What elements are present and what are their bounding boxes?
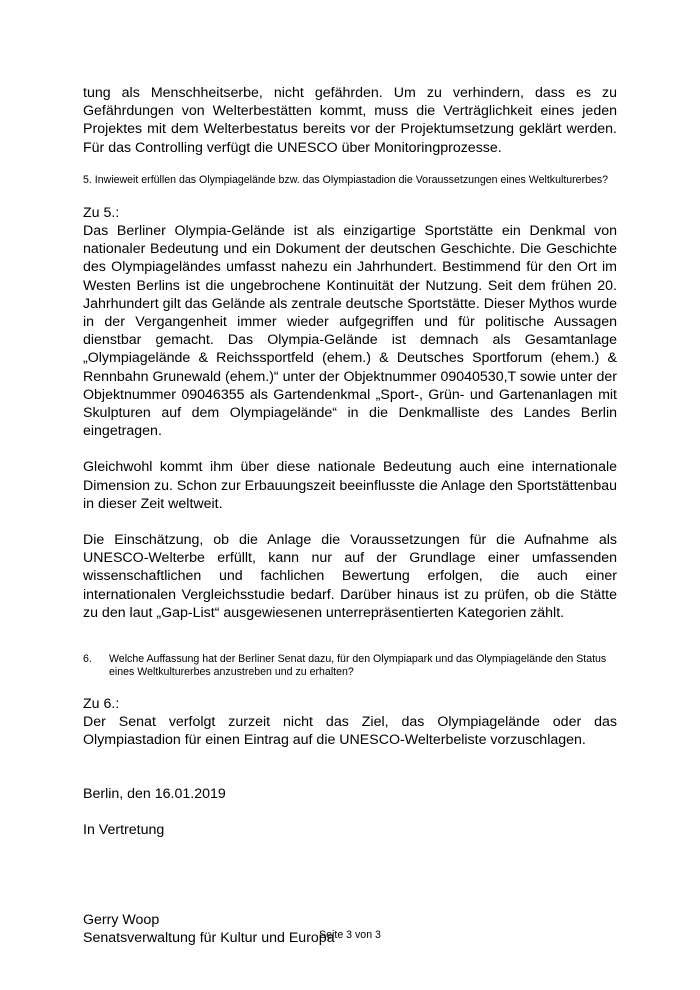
- document-page: [83, 84, 617, 948]
- page-footer: [0, 929, 700, 941]
- continuation-paragraph: tung als Menschheitserbe, nicht gefährden. Um zu verhindern, dass es zu Gefährdungen von Welterbestätten kommt, muss die Verträglichkeit eines jeden Projektes mit dem Welterbestatus bereits vor der Projektumsetzung geklärt werden. Für das Controlling verfügt die UNESCO über Monitoringprozesse.: [83, 85, 617, 156]
- answer-5-paragraph-3: Die Einschätzung, ob die Anlage die Voraussetzungen für die Aufnahme als UNESCO-Welterbe erfüllt, kann nur auf der Grundlage einer umfassenden wissenschaftlichen und fachlichen Bewertung erfolgen, die auch einer internationalen Vergleichsstudie bedarf. Darüber hinaus ist zu prüfen, ob die Stätte zu den laut „Gap-List“ ausgewiesenen unterrepräsentierten Kategorien zählt.: [83, 532, 617, 621]
- answer-5-paragraph-2: Gleichwohl kommt ihm über diese nationale Bedeutung auch eine internationale Dimension zu. Schon zur Erbauungszeit beeinflusste die Anlage den Sportstättenbau in dieser Zeit weltweit.: [83, 459, 617, 512]
- answer-5-paragraph-1: Das Berliner Olympia-Gelände ist als einzigartige Sportstätte ein Denkmal von nationaler Bedeutung und ein Dokument der deutschen Geschichte. Die Geschichte des Olympiageländes umfasst nahezu ein Jahrhundert. Bestimmend für den Ort im Westen Berlins ist die ungebrochene Kontinuität der Nutzung. Seit dem frühen 20. Jahrhundert gilt das Gelände als zentrale deutsche Sportstätte. Dieser Mythos wurde in der Vergangenheit immer wieder aufgegriffen und für politische Aussagen dienstbar gemacht. Das Olympia-Gelände ist demnach als Gesamtanlage „Olympiagelände & Reichssportfeld (ehem.) & Deutsches Sportforum (ehem.) & Rennbahn Grunewald (ehem.)“ unter der Objektnummer 09040530,T sowie unter der Objektnummer 09046355 als Gartendenkmal „Sport-, Grün- und Gartenanlagen mit Skulpturen auf dem Olympiagelände“ in die Denkmalliste des Landes Berlin eingetragen.: [83, 223, 617, 440]
- question-6-text: Welche Auffassung hat der Berliner Senat dazu, für den Olympiapark und das Olympiagelände den Status eines Weltkulturerbes anzustreben und zu erhalten?: [109, 653, 607, 679]
- page-number: Seite 3 von 3: [319, 929, 381, 941]
- question-6-number: 6.: [83, 653, 92, 666]
- question-6: [83, 653, 617, 679]
- answer-6-heading: Zu 6.:: [83, 696, 120, 713]
- signatory-name: Gerry Woop: [83, 912, 160, 929]
- signatory-office: Senatsverwaltung für Kultur und Europa: [83, 930, 335, 947]
- answer-6-paragraph: Der Senat verfolgt zurzeit nicht das Ziel, das Olympiagelände oder das Olympiastadion für einen Eintrag auf die UNESCO-Welterbeliste vorzuschlagen.: [83, 714, 617, 749]
- answer-5-heading: Zu 5.:: [83, 204, 120, 221]
- question-5: 5. Inwieweit erfüllen das Olympiagelände bzw. das Olympiastadion die Voraussetzungen eines Weltkulturerbes?: [83, 173, 609, 186]
- place-date: Berlin, den 16.01.2019: [83, 785, 226, 802]
- in-vertretung: In Vertretung: [83, 821, 165, 838]
